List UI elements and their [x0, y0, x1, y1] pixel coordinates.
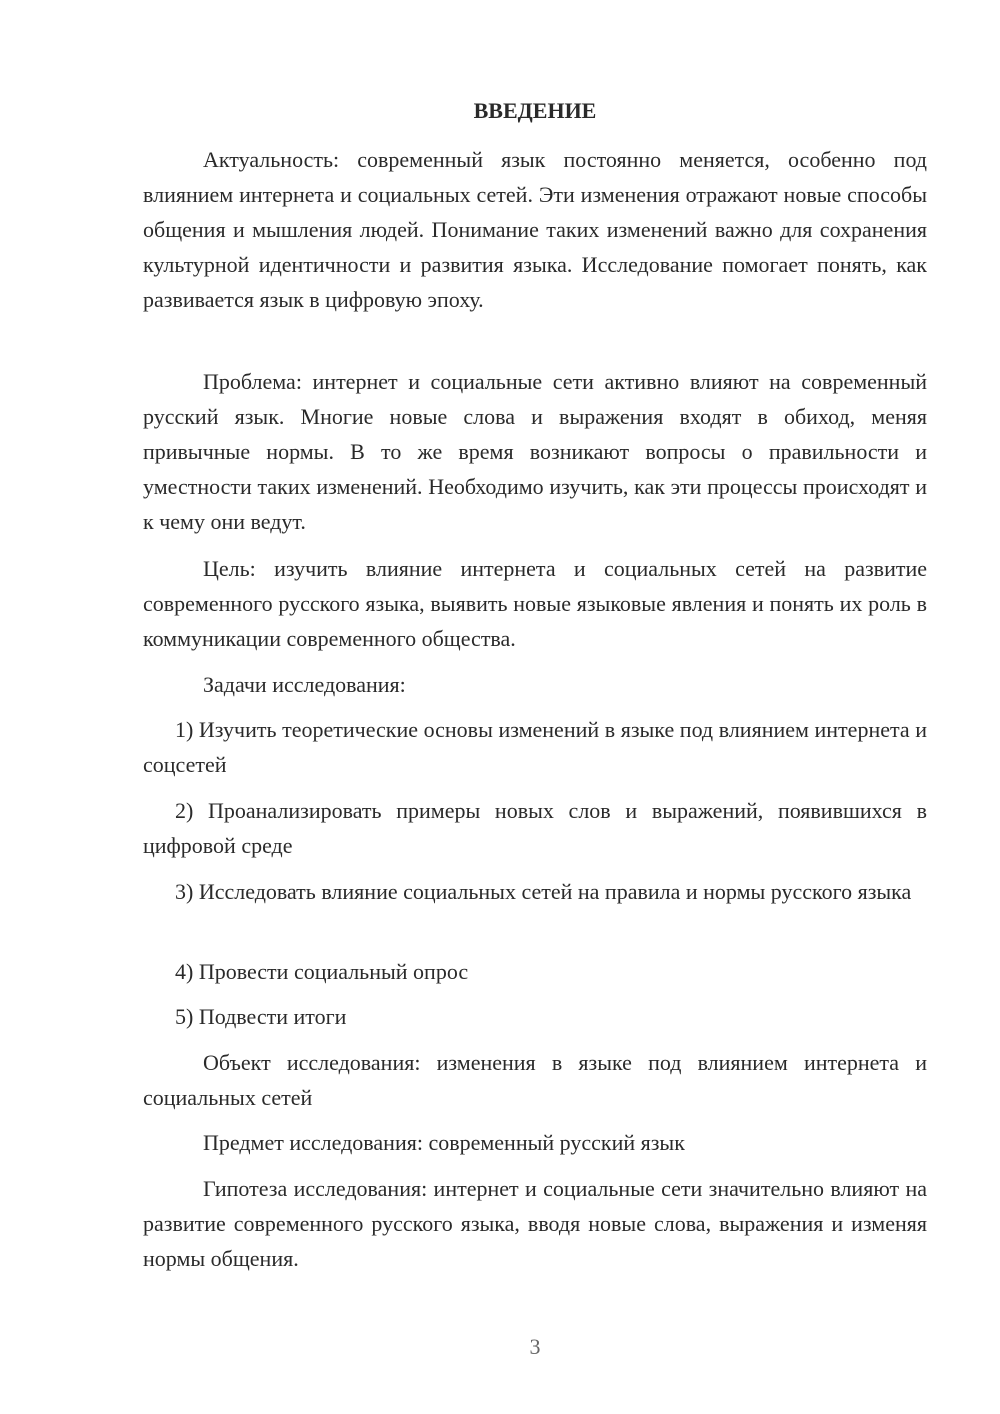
- problem-paragraph: Проблема: интернет и социальные сети активно влияют на современный русский язык. Многие новые слова и выражения входят в обиход, меняя привычные нормы. В то же время возникают вопросы о правильности и уместности таких изменений. Необходимо изучить, как эти процессы происходят и к чему они ведут.: [143, 369, 927, 534]
- task-item-4: 4) Провести социальный опрос: [175, 959, 469, 984]
- page-number: 3: [529, 1334, 541, 1359]
- relevance-paragraph: Актуальность: современный язык постоянно меняется, особенно под влиянием интернета и социальных сетей. Эти изменения отражают новые способы общения и мышления людей. Понимание таких изменений важно для сохранения культурной идентичности и развития языка. Исследование помогает понять, как развивается язык в цифровую эпоху.: [143, 147, 927, 312]
- goal-paragraph: Цель: изучить влияние интернета и социальных сетей на развитие современного русского языка, выявить новые языковые явления и понять их роль в коммуникации современного общества.: [143, 556, 927, 651]
- section-heading: ВВЕДЕНИЕ: [473, 98, 597, 123]
- tasks-title: Задачи исследования:: [203, 672, 406, 697]
- subject-paragraph: Предмет исследования: современный русский язык: [203, 1130, 685, 1155]
- task-item-5: 5) Подвести итоги: [175, 1004, 347, 1029]
- hypothesis-paragraph: Гипотеза исследования: интернет и социальные сети значительно влияют на развитие современного русского языка, вводя новые слова, выражения и изменяя нормы общения.: [143, 1176, 927, 1271]
- task-item-1: 1) Изучить теоретические основы изменений в языке под влиянием интернета и соцсетей: [143, 717, 927, 777]
- task-item-2: 2) Проанализировать примеры новых слов и выражений, появившихся в цифровой среде: [143, 798, 927, 858]
- object-paragraph: Объект исследования: изменения в языке под влиянием интернета и социальных сетей: [143, 1050, 927, 1110]
- task-item-3: 3) Исследовать влияние социальных сетей на правила и нормы русского языка: [175, 879, 912, 904]
